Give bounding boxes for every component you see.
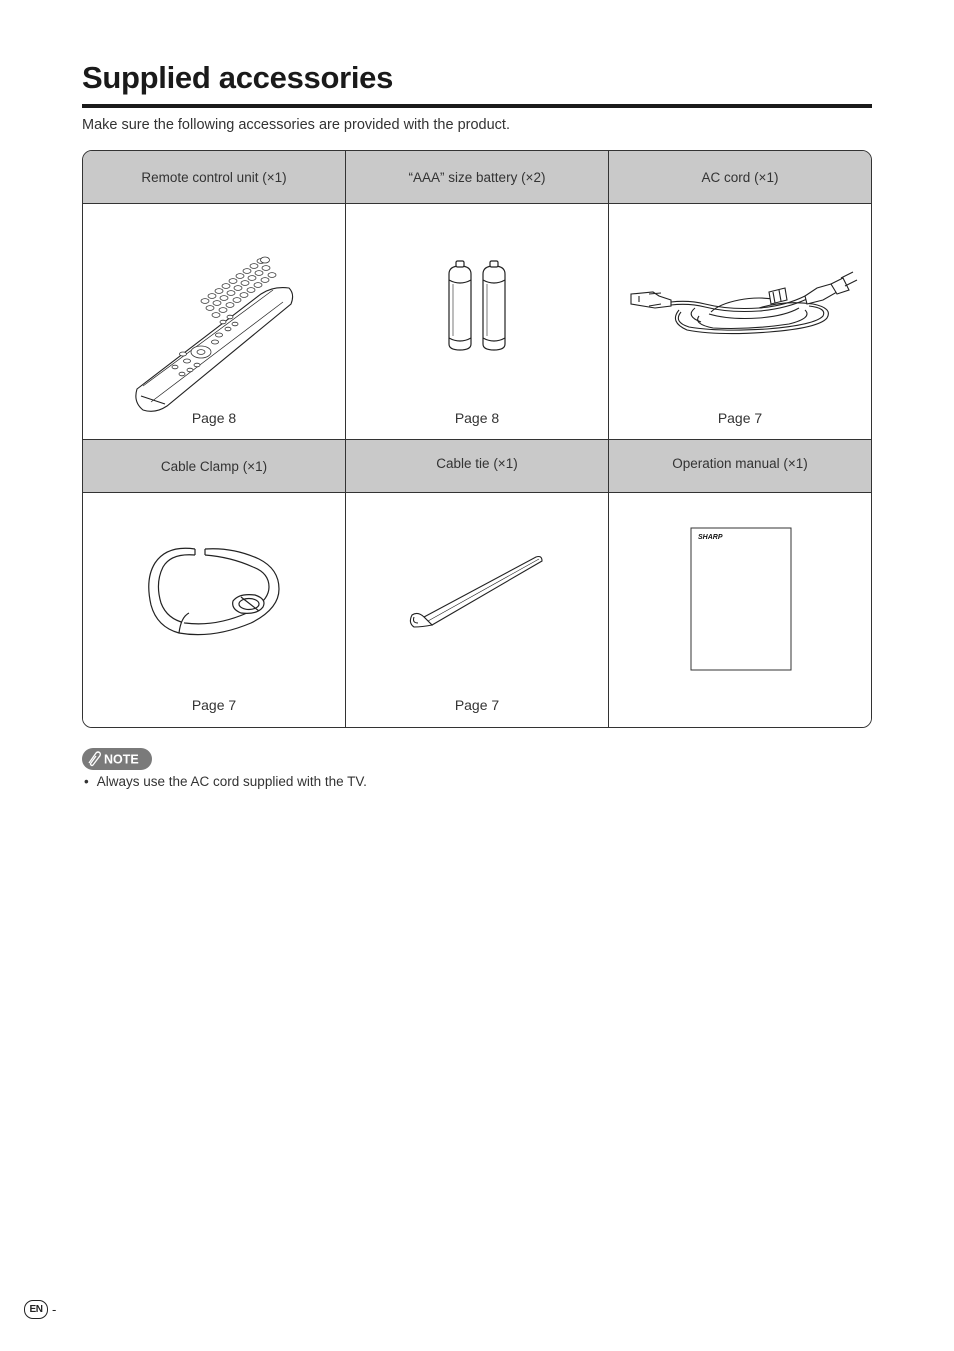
header-remote-control: Remote control unit (×1) (83, 151, 346, 204)
page-ref-battery: Page 8 (454, 410, 500, 426)
header-ac-cord: AC cord (×1) (609, 151, 871, 204)
page-number-separator: - (52, 1302, 57, 1317)
note-label: NOTE (104, 752, 139, 767)
title-rule (82, 104, 872, 108)
page-ref-cable-tie: Page 7 (454, 697, 500, 713)
cell-remote-control (83, 204, 346, 440)
remote-control-icon (83, 204, 345, 440)
operation-manual-icon (609, 493, 872, 727)
cable-tie-icon (346, 493, 608, 727)
page-title: Supplied accessories (82, 60, 394, 95)
header-cable-clamp: Cable Clamp (×1) (83, 440, 346, 493)
note-item (84, 774, 367, 789)
language-badge: EN (24, 1300, 48, 1319)
note-item-text: Always use the AC cord supplied with the TV. (96, 774, 367, 789)
intro-text: Make sure the following accessories are provided with the product. (82, 117, 510, 133)
cable-clamp-icon (83, 493, 345, 727)
bullet-point: • (84, 774, 89, 789)
page-footer (24, 1300, 56, 1319)
page-ref-remote-control: Page 8 (191, 410, 237, 426)
cell-battery (346, 204, 609, 440)
page-ref-cable-clamp: Page 7 (191, 697, 237, 713)
accessories-table (82, 150, 872, 728)
header-cable-tie: Cable tie (×1) (346, 440, 609, 493)
ac-cord-icon (609, 204, 872, 440)
note-badge (82, 748, 152, 770)
header-operation-manual: Operation manual (×1) (609, 440, 871, 493)
cell-operation-manual (609, 493, 871, 727)
battery-icon (346, 204, 608, 440)
cell-cable-tie (346, 493, 609, 727)
manual-cover-brand: SHARP (698, 534, 723, 541)
page-ref-ac-cord: Page 7 (717, 410, 763, 426)
cell-ac-cord (609, 204, 871, 440)
cell-cable-clamp (83, 493, 346, 727)
header-battery: “AAA” size battery (×2) (346, 151, 609, 204)
